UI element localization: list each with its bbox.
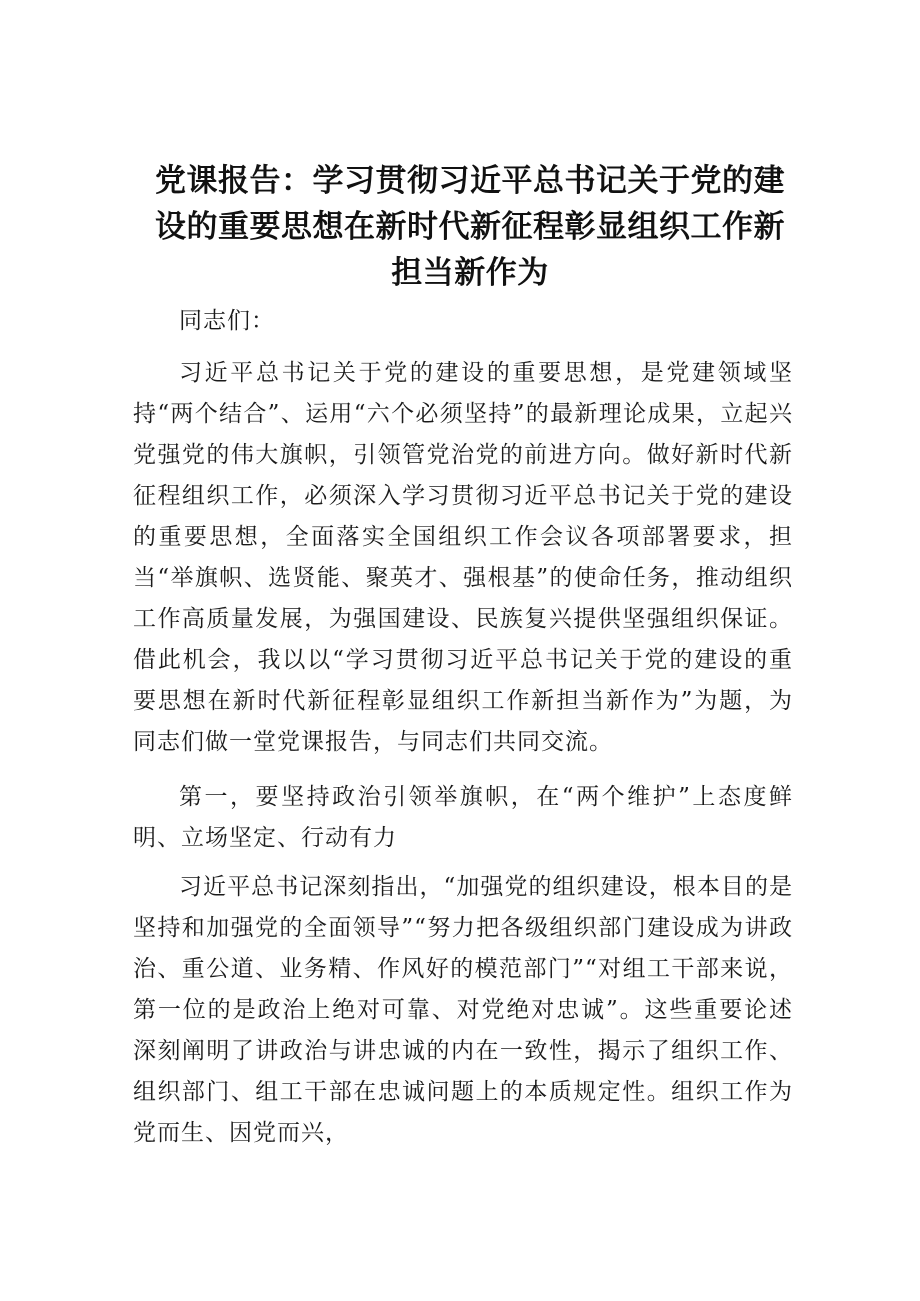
- paragraph-first-section: 习近平总书记深刻指出，“加强党的组织建设，根本目的是坚持和加强党的全面领导”“努力把各级组织部门建设成为讲政治、重公道、业务精、作风好的模范部门”“对组工干部来说，第一位的是政治上绝对可靠、对党绝对忠诚”。这些重要论述深刻阐明了讲政治与讲忠诚的内在一致性，揭示了组织工作、组织部门、组工干部在忠诚问题上的本质规定性。组织工作为党而生、因党而兴，: [133, 874, 793, 1146]
- paragraph-intro: 习近平总书记关于党的建设的重要思想，是党建领域坚持“两个结合”、运用“六个必须坚持”的最新理论成果，立起兴党强党的伟大旗帜，引领管党治党的前进方向。做好新时代新征程组织工作，必须深入学习贯彻习近平总书记关于党的建设的重要思想，全面落实全国组织工作会议各项部署要求，担当“举旗帜、选贤能、聚英才、强根基”的使命任务，推动组织工作高质量发展，为强国建设、民族复兴提供坚强组织保证。借此机会，我以以“学习贯彻习近平总书记关于党的建设的重要思想在新时代新征程彰显组织工作新担当新作为”为题，为同志们做一堂党课报告，与同志们共同交流。: [133, 360, 793, 755]
- section-heading-first: 第一，要坚持政治引领举旗帜，在“两个维护”上态度鲜明、立场坚定、行动有力: [133, 784, 793, 851]
- salutation: 同志们：: [179, 308, 275, 334]
- document-title: 党课报告：学习贯彻习近平总书记关于党的建设的重要思想在新时代新征程彰显组织工作新担当新作为: [155, 163, 785, 291]
